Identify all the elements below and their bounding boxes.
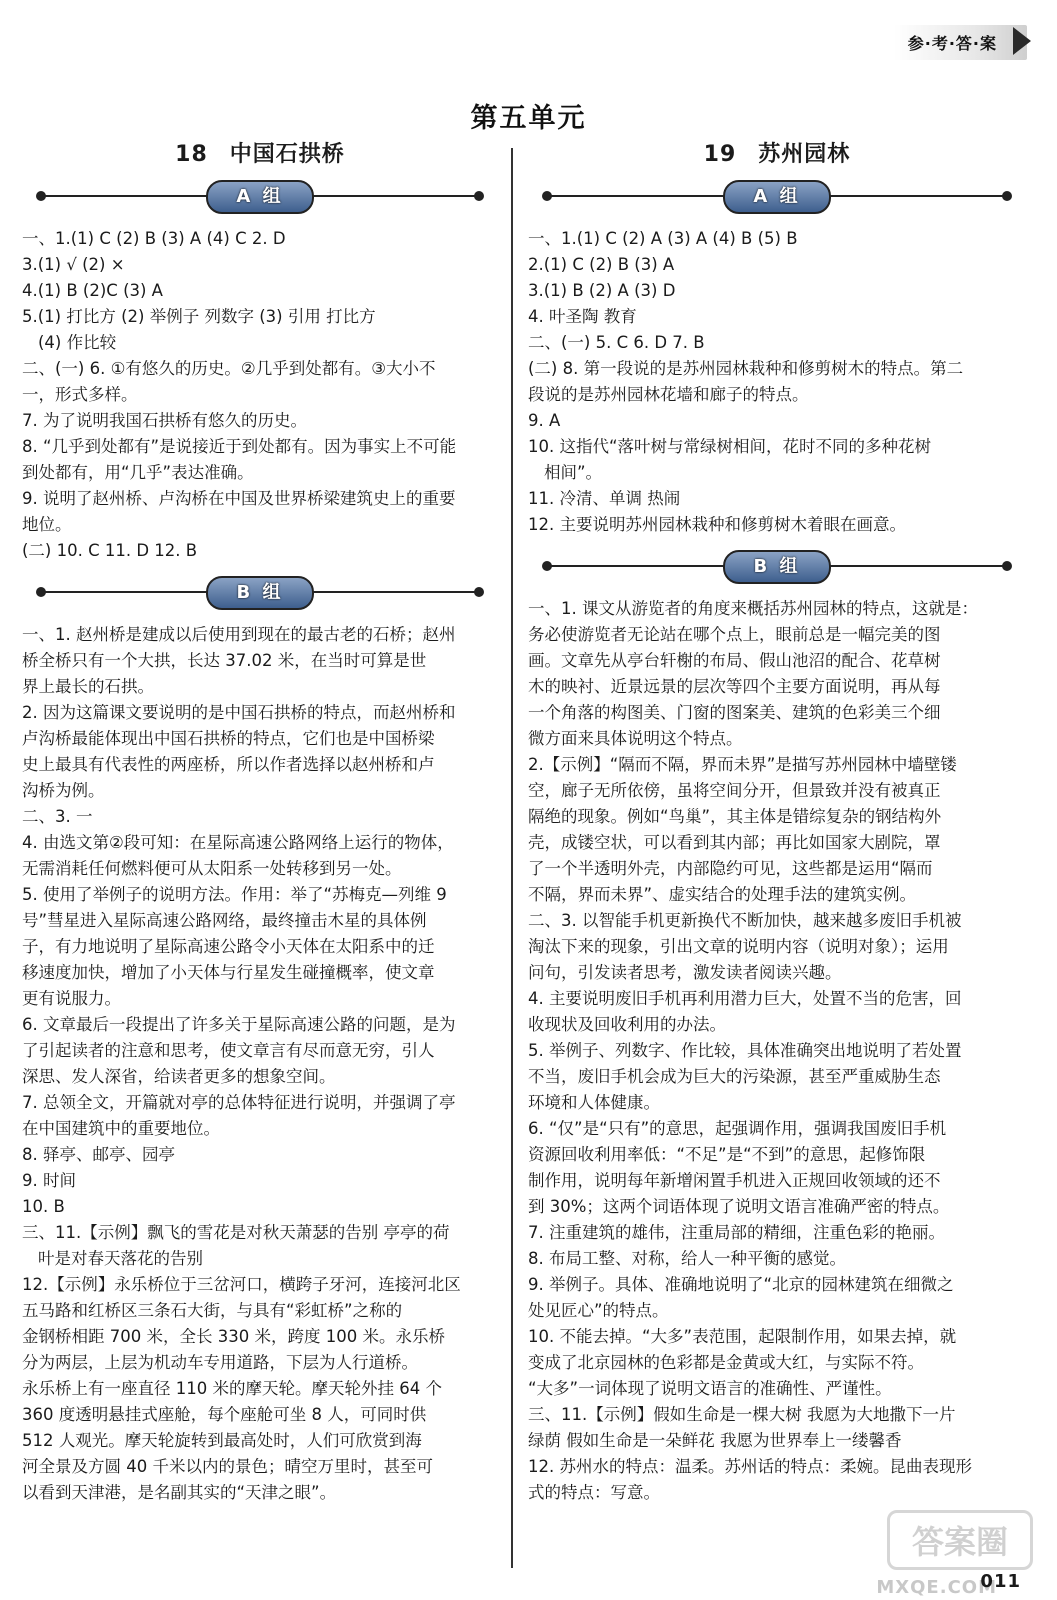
answer-line: 二、3. 一 bbox=[22, 807, 93, 826]
answer-line: 金钢桥相距 700 米，全长 330 米，跨度 100 米。永乐桥 bbox=[22, 1327, 445, 1346]
group-b-bar-right bbox=[528, 546, 1026, 586]
group-b-label: B 组 bbox=[206, 576, 314, 610]
answer-line: 史上最具有代表性的两座桥，所以作者选择以赵州桥和卢 bbox=[22, 755, 435, 774]
group-a-bar-right bbox=[528, 176, 1026, 216]
answer-line: 5. 使用了举例子的说明方法。作用：举了“苏梅克—列维 9 bbox=[22, 885, 447, 904]
group-b-answers-right bbox=[528, 596, 1026, 1506]
answer-line: 段说的是苏州园林花墙和廊子的特点。 bbox=[528, 385, 809, 404]
answer-line: 2.(1) C (2) B (3) A bbox=[528, 255, 675, 274]
answer-line: 512 人观光。摩天轮旋转到最高处时，人们可欣赏到海 bbox=[22, 1431, 422, 1450]
answer-line: 更有说服力。 bbox=[22, 989, 121, 1008]
group-a-label: A 组 bbox=[206, 180, 314, 214]
answer-line: 三、11.【示例】飘飞的雪花是对秋天萧瑟的告别 亭亭的荷 bbox=[22, 1223, 450, 1242]
group-a-answers-right bbox=[528, 226, 1026, 538]
answer-line: 12.【示例】永乐桥位于三岔河口，横跨子牙河，连接河北区 bbox=[22, 1275, 461, 1294]
answer-line: 移速度加快，增加了小天体与行星发生碰撞概率，使文章 bbox=[22, 963, 435, 982]
answer-line: 一、1. 课文从游览者的角度来概括苏州园林的特点，这就是： bbox=[528, 599, 978, 618]
answer-line: 处见匠心”的特点。 bbox=[528, 1301, 669, 1320]
answer-line: 7. 注重建筑的雄伟，注重局部的精细，注重色彩的艳丽。 bbox=[528, 1223, 945, 1242]
answer-line: 7. 为了说明我国石拱桥有悠久的历史。 bbox=[22, 411, 307, 430]
answer-line: 淘汰下来的现象，引出文章的说明内容（说明对象）；运用 bbox=[528, 937, 949, 956]
answer-line: 三、11.【示例】假如生命是一棵大树 我愿为大地撒下一片 bbox=[528, 1405, 956, 1424]
answer-line: 地位。 bbox=[22, 515, 72, 534]
unit-title: 第五单元 bbox=[470, 103, 587, 134]
answer-line: 绿荫 假如生命是一朵鲜花 我愿为世界奉上一缕馨香 bbox=[528, 1431, 902, 1450]
answer-line: 界上最长的石拱。 bbox=[22, 677, 154, 696]
answer-line: 3.(1) √ (2) × bbox=[22, 255, 125, 274]
answer-line: 叶是对春天落花的告别 bbox=[38, 1249, 203, 1268]
answer-line: 5. 举例子、列数字、作比较，具体准确突出地说明了若处置 bbox=[528, 1041, 962, 1060]
lesson-number: 19 bbox=[703, 142, 737, 167]
lesson-title: 中国石拱桥 bbox=[229, 142, 345, 167]
answer-line: 10. 不能去掉。“大多”表范围，起限制作用，如果去掉，就 bbox=[528, 1327, 957, 1346]
answer-line: 收现状及回收利用的办法。 bbox=[528, 1015, 726, 1034]
answer-line: (二) 8. 第一段说的是苏州园林栽种和修剪树木的特点。第二 bbox=[528, 359, 964, 378]
answer-line: 2.【示例】“隔而不隔，界而未界”是描写苏州园林中墙壁镂 bbox=[528, 755, 957, 774]
answer-line: 制作用，说明每年新增闲置手机进入正规回收领域的还不 bbox=[528, 1171, 941, 1190]
answer-line: 9. 说明了赵州桥、卢沟桥在中国及世界桥梁建筑史上的重要 bbox=[22, 489, 456, 508]
answer-line: 12. 主要说明苏州园林栽种和修剪树木着眼在画意。 bbox=[528, 515, 906, 534]
answer-line: 二、3. 以智能手机更新换代不断加快，越来越多废旧手机被 bbox=[528, 911, 962, 930]
answer-line: 以看到天津港，是名副其实的“天津之眼”。 bbox=[22, 1483, 337, 1502]
answer-line: 7. 总领全文，开篇就对亭的总体特征进行说明，并强调了亭 bbox=[22, 1093, 456, 1112]
answer-line: 资源回收利用率低：“不足”是“不到”的意思，起修饰限 bbox=[528, 1145, 926, 1164]
group-b-bar-left bbox=[22, 572, 498, 612]
answer-line: 分为两层，上层为机动车专用道路，下层为人行道桥。 bbox=[22, 1353, 418, 1372]
answer-line: 不当，废旧手机会成为巨大的污染源，甚至严重威胁生态 bbox=[528, 1067, 941, 1086]
answer-line: 8. 布局工整、对称，给人一种平衡的感觉。 bbox=[528, 1249, 846, 1268]
answer-line: 一、1. 赵州桥是建成以后使用到现在的最古老的石桥；赵州 bbox=[22, 625, 456, 644]
group-a-bar-left bbox=[22, 176, 498, 216]
answer-line: 9. 时间 bbox=[22, 1171, 76, 1190]
lesson-heading-left bbox=[22, 142, 498, 168]
answer-line: 卢沟桥最能体现出中国石拱桥的特点，它们也是中国桥梁 bbox=[22, 729, 435, 748]
answer-line: 8. “几乎到处都有”是说接近于到处都有。因为事实上不可能 bbox=[22, 437, 457, 456]
answer-line: 了引起读者的注意和思考，使文章言有尽而意无穷，引人 bbox=[22, 1041, 435, 1060]
answer-line: 一、1.(1) C (2) B (3) A (4) C 2. D bbox=[22, 229, 286, 248]
answer-line: 3.(1) B (2) A (3) D bbox=[528, 281, 676, 300]
bullet-dot-icon bbox=[1002, 561, 1012, 571]
bullet-dot-icon bbox=[542, 561, 552, 571]
answer-line: 务必使游览者无论站在哪个点上，眼前总是一幅完美的图 bbox=[528, 625, 941, 644]
lesson-title: 苏州园林 bbox=[758, 142, 851, 167]
answer-line: 到 30%；这两个词语体现了说明文语言准确严密的特点。 bbox=[528, 1197, 950, 1216]
lesson-number: 18 bbox=[175, 142, 208, 167]
answer-line: 到处都有，用“几乎”表达准确。 bbox=[22, 463, 254, 482]
bullet-dot-icon bbox=[36, 191, 46, 201]
answer-line: 深思、发人深省，给读者更多的想象空间。 bbox=[22, 1067, 336, 1086]
answer-line: 五马路和红桥区三条石大街，与具有“彩虹桥”之称的 bbox=[22, 1301, 403, 1320]
answer-line: 隔绝的现象。例如“鸟巢”，其主体是错综复杂的钢结构外 bbox=[528, 807, 942, 826]
bullet-dot-icon bbox=[542, 191, 552, 201]
answer-line: “大多”一词体现了说明文语言的准确性、严谨性。 bbox=[528, 1379, 892, 1398]
answer-line: 5.(1) 打比方 (2) 举例子 列数字 (3) 引用 打比方 bbox=[22, 307, 376, 326]
answer-line: 6. 文章最后一段提出了许多关于星际高速公路的问题，是为 bbox=[22, 1015, 456, 1034]
answer-line: 10. B bbox=[22, 1197, 65, 1216]
answer-line: 12. 苏州水的特点：温柔。苏州话的特点：柔婉。昆曲表现形 bbox=[528, 1457, 972, 1476]
answer-line: 木的映衬、近景远景的层次等四个主要方面说明，再从每 bbox=[528, 677, 941, 696]
answer-line: 6. “仅”是“只有”的意思，起强调作用，强调我国废旧手机 bbox=[528, 1119, 947, 1138]
answer-line: 4. 由选文第②段可知：在星际高速公路网络上运行的物体， bbox=[22, 833, 454, 852]
answer-line: 8. 驿亭、邮亭、园亭 bbox=[22, 1145, 175, 1164]
answer-line: 11. 冷清、单调 热闹 bbox=[528, 489, 681, 508]
answer-line: 了一个半透明外壳，内部隐约可见，这些都是运用“隔而 bbox=[528, 859, 933, 878]
answer-line: 二、(一) 6. ①有悠久的历史。②几乎到处都有。③大小不 bbox=[22, 359, 436, 378]
answer-line: 空，廊子无所依傍，虽将空间分开，但景致并没有被真正 bbox=[528, 781, 941, 800]
answer-line: 问句，引发读者思考，激发读者阅读兴趣。 bbox=[528, 963, 842, 982]
bullet-dot-icon bbox=[36, 587, 46, 597]
answer-line: 壳，成镂空状，可以看到其内部；再比如国家大剧院，罩 bbox=[528, 833, 941, 852]
answer-line: 4. 叶圣陶 教育 bbox=[528, 307, 637, 326]
answer-line: (4) 作比较 bbox=[38, 333, 117, 352]
watermark-logo: 答案圈 bbox=[887, 1510, 1033, 1570]
answer-line: 沟桥为例。 bbox=[22, 781, 105, 800]
watermark-site: MXQE.COM bbox=[876, 1577, 997, 1598]
answer-line: 一，形式多样。 bbox=[22, 385, 138, 404]
answer-line: 无需消耗任何燃料便可从太阳系一处转移到另一处。 bbox=[22, 859, 402, 878]
answer-line: 号”彗星进入星际高速公路网络，最终撞击木星的具体例 bbox=[22, 911, 427, 930]
answer-line: 二、(一) 5. C 6. D 7. B bbox=[528, 333, 705, 352]
answer-line: 变成了北京园林的色彩都是金黄或大红，与实际不符。 bbox=[528, 1353, 924, 1372]
left-column bbox=[22, 142, 498, 1506]
group-b-label: B 组 bbox=[723, 550, 831, 584]
answer-line: 2. 因为这篇课文要说明的是中国石拱桥的特点，而赵州桥和 bbox=[22, 703, 456, 722]
answer-line: 10. 这指代“落叶树与常绿树相间，花时不同的多种花树 bbox=[528, 437, 932, 456]
answer-key-tag bbox=[894, 22, 1027, 62]
answer-line: 子，有力地说明了星际高速公路令小天体在太阳系中的迁 bbox=[22, 937, 435, 956]
answer-line: 式的特点：写意。 bbox=[528, 1483, 660, 1502]
answer-line: 4.(1) B (2)C (3) A bbox=[22, 281, 163, 300]
answer-line: 一、1.(1) C (2) A (3) A (4) B (5) B bbox=[528, 229, 798, 248]
answer-line: 相间”。 bbox=[544, 463, 603, 482]
answer-line: 画。文章先从亭台轩榭的布局、假山池沼的配合、花草树 bbox=[528, 651, 941, 670]
answer-line: 9. A bbox=[528, 411, 561, 430]
answer-line: 在中国建筑中的重要地位。 bbox=[22, 1119, 220, 1138]
bullet-dot-icon bbox=[474, 587, 484, 597]
group-a-answers-left bbox=[22, 226, 498, 564]
answer-line: 桥全桥只有一个大拱，长达 37.02 米，在当时可算是世 bbox=[22, 651, 427, 670]
answer-line: 9. 举例子。具体、准确地说明了“北京的园林建筑在细微之 bbox=[528, 1275, 954, 1294]
group-a-label: A 组 bbox=[723, 180, 831, 214]
answer-line: 微方面来具体说明这个特点。 bbox=[528, 729, 743, 748]
answer-line: 4. 主要说明废旧手机再利用潜力巨大，处置不当的危害，回 bbox=[528, 989, 962, 1008]
answer-line: 不隔，界而未界”、虚实结合的处理手法的建筑实例。 bbox=[528, 885, 917, 904]
column-divider bbox=[511, 148, 513, 1568]
answer-line: 360 度透明悬挂式座舱，每个座舱可坐 8 人，可同时供 bbox=[22, 1405, 427, 1424]
bullet-dot-icon bbox=[1002, 191, 1012, 201]
lesson-heading-right bbox=[528, 142, 1026, 168]
group-b-answers-left bbox=[22, 622, 498, 1506]
answer-line: 一个角落的构图美、门窗的图案美、建筑的色彩美三个细 bbox=[528, 703, 941, 722]
page-number: 011 bbox=[980, 1571, 1021, 1592]
answer-line: 永乐桥上有一座直径 110 米的摩天轮。摩天轮外挂 64 个 bbox=[22, 1379, 442, 1398]
answer-key-label: 参·考·答·案 bbox=[894, 25, 1027, 60]
right-column bbox=[528, 142, 1026, 1506]
answer-line: 环境和人体健康。 bbox=[528, 1093, 660, 1112]
chevron-right-icon bbox=[1013, 27, 1031, 55]
answer-line: (二) 10. C 11. D 12. B bbox=[22, 541, 198, 560]
answer-line: 河全景及方圆 40 千米以内的景色；晴空万里时，甚至可 bbox=[22, 1457, 433, 1476]
bullet-dot-icon bbox=[474, 191, 484, 201]
